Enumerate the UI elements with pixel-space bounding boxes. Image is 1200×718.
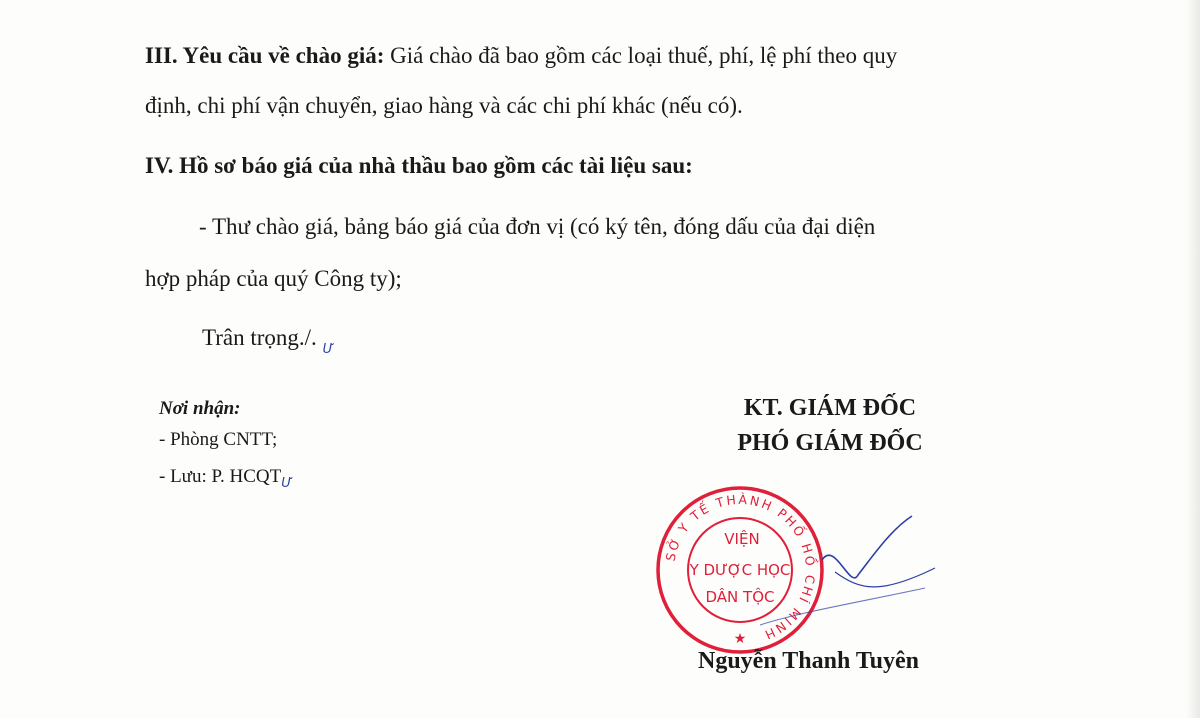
- signature-title-line1: KT. GIÁM ĐỐC: [743, 395, 917, 421]
- section3-line1: [145, 41, 897, 71]
- recipient-item: - Lưu: P. HCQT: [159, 466, 282, 487]
- section3-heading: III. Yêu cầu về chào giá:: [145, 43, 385, 68]
- section4-heading: IV. Hồ sơ báo giá của nhà thầu bao gồm các tài liệu sau:: [145, 153, 693, 178]
- official-stamp: [650, 480, 830, 660]
- stamp-star-icon: ★: [733, 631, 747, 647]
- signer-name: Nguyễn Thanh Tuyên: [698, 648, 920, 674]
- recipient-item: - Phòng CNTT;: [159, 429, 278, 450]
- section3-text-line2: định, chi phí vận chuyển, giao hàng và các chi phí khác (nếu có).: [145, 93, 743, 118]
- stamp-ring-text: SỞ Y TẾ THÀNH PHỐ HỒ CHÍ MINH: [662, 491, 819, 644]
- stamp-center-line1: VIỆN: [724, 530, 760, 548]
- stamp-icon: [650, 480, 830, 660]
- recipient-item-line: [159, 465, 292, 491]
- section4-item-line2: hợp pháp của quý Công ty);: [145, 266, 402, 291]
- recipients-title: Nơi nhận:: [159, 398, 241, 419]
- handwritten-initial: Ư: [281, 476, 293, 491]
- stamp-center-line3: DÂN TỘC: [705, 588, 775, 606]
- closing-text: Trân trọng./.: [202, 325, 317, 350]
- signature-title-line2: PHÓ GIÁM ĐỐC: [737, 430, 923, 456]
- closing-line: [202, 323, 333, 357]
- section3-text-line1: Giá chào đã bao gồm các loại thuế, phí, lệ phí theo quy: [390, 43, 898, 68]
- stamp-center-line2: Y DƯỢC HỌC: [689, 561, 791, 579]
- section3-line2: [145, 91, 743, 121]
- page-edge: [1186, 0, 1200, 718]
- section4-item-line1: - Thư chào giá, bảng báo giá của đơn vị (có ký tên, đóng dấu của đại diện: [199, 214, 876, 239]
- handwritten-initial: Ư: [322, 342, 334, 357]
